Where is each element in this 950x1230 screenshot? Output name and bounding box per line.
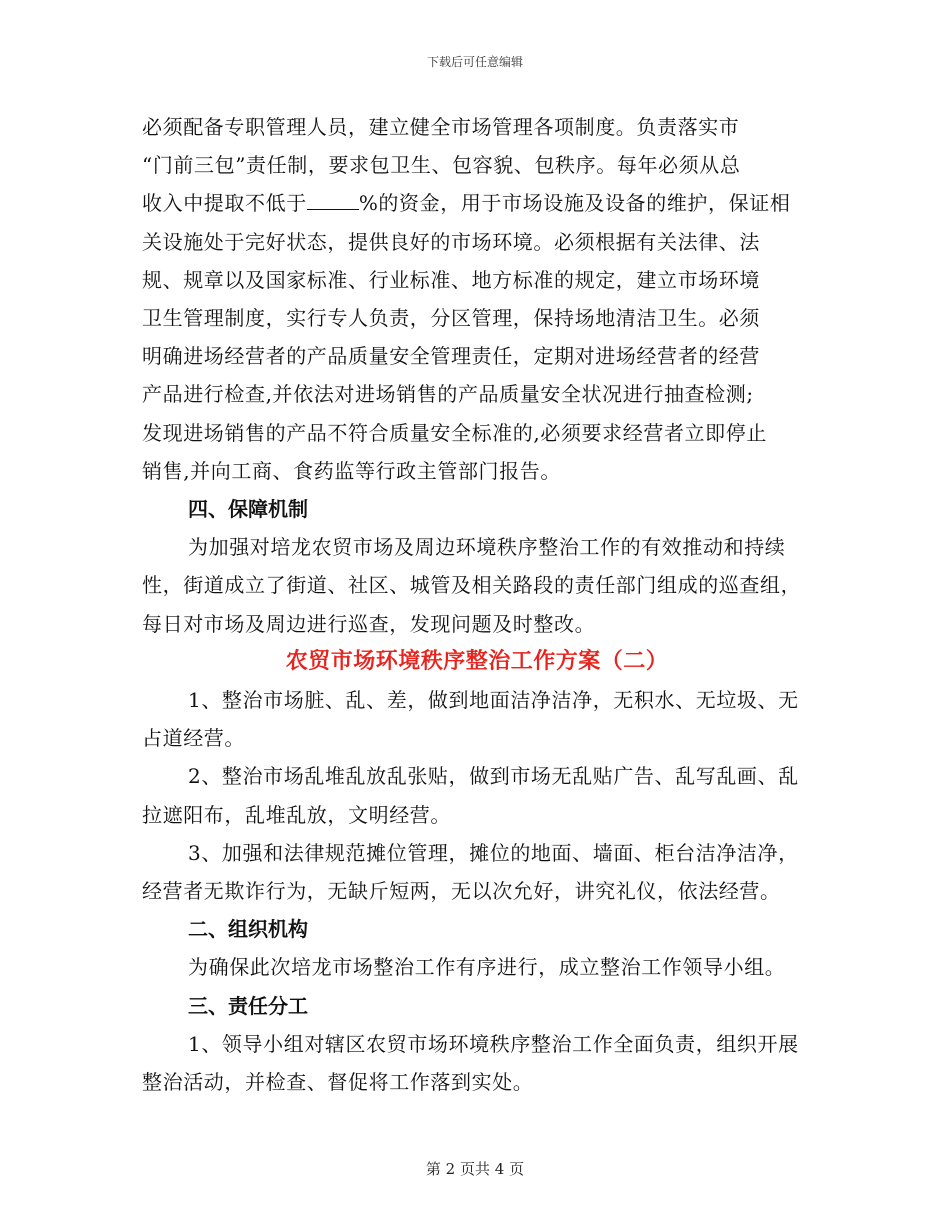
document-body [142, 108, 812, 1101]
fill-in-blank [307, 191, 359, 210]
list-item: 1、整治市场脏、乱、差，做到地面洁净洁净，无积水、无垃圾、无占道经营。 [142, 688, 799, 751]
section-heading: 二、组织机构 [188, 917, 308, 942]
paragraph-line: 明确进场经营者的产品质量安全管理责任，定期对进场经营者的经营 [142, 344, 760, 369]
page-footer: 第 2 页共 4 页 [425, 1160, 525, 1178]
paragraph-line: 产品进行检查,并依法对进场销售的产品质量安全状况进行抽查检测; [142, 382, 754, 407]
paragraph-line: 规、规章以及国家标准、行业标准、地方标准的规定，建立市场环境 [142, 267, 760, 292]
text-fragment: 收入中提取不低于 [142, 191, 307, 216]
paragraph-line: 卫生管理制度，实行专人负责，分区管理，保持场地清洁卫生。必须 [142, 306, 760, 331]
paragraph-line: 必须配备专职管理人员，建立健全市场管理各项制度。负责落实市 [142, 115, 740, 139]
paragraph-line: 销售,并向工商、食药监等行政主管部门报告。 [142, 458, 561, 483]
section-heading: 四、保障机制 [188, 497, 308, 522]
text-fragment: %的资金，用于市场设施及设备的维护，保证相 [358, 191, 791, 216]
paragraph: 1、领导小组对辖区农贸市场环境秩序整治工作全面负责，组织开展整治活动，并检查、督促将工作落到实处。 [142, 1031, 799, 1095]
paragraph-line: 发现进场销售的产品不符合质量安全标准的,必须要求经营者立即停止 [142, 420, 767, 445]
paragraph: 为确保此次培龙市场整治工作有序进行，成立整治工作领导小组。 [188, 955, 786, 980]
page-header: 下载后可任意编辑 [426, 55, 523, 69]
paragraph: 为加强对培龙农贸市场及周边环境秩序整治工作的有效推动和持续性，街道成立了街道、社区、城管及相关路段的责任部门组成的巡查组，每日对市场及周边进行巡查，发现问题及时整改。 [142, 535, 802, 636]
section-heading: 三、责任分工 [188, 993, 308, 1018]
paragraph-line: 关设施处于完好状态，提供良好的市场环境。必须根据有关法律、法 [142, 229, 760, 254]
paragraph-line [142, 184, 812, 222]
paragraph-line: “门前三包”责任制，要求包卫生、包容貌、包秩序。每年必须从总 [142, 153, 741, 178]
list-item: 2、整治市场乱堆乱放乱张贴，做到市场无乱贴广告、乱写乱画、乱拉遮阳布，乱堆乱放，文明经营。 [142, 764, 799, 827]
document-title: 农贸市场环境秩序整治工作方案（二） [285, 648, 669, 674]
list-item: 3、加强和法律规范摊位管理，摊位的地面、墙面、柜台洁净洁净，经营者无欺诈行为，无缺斤短两，无以次允好，讲究礼仪，依法经营。 [142, 840, 799, 904]
